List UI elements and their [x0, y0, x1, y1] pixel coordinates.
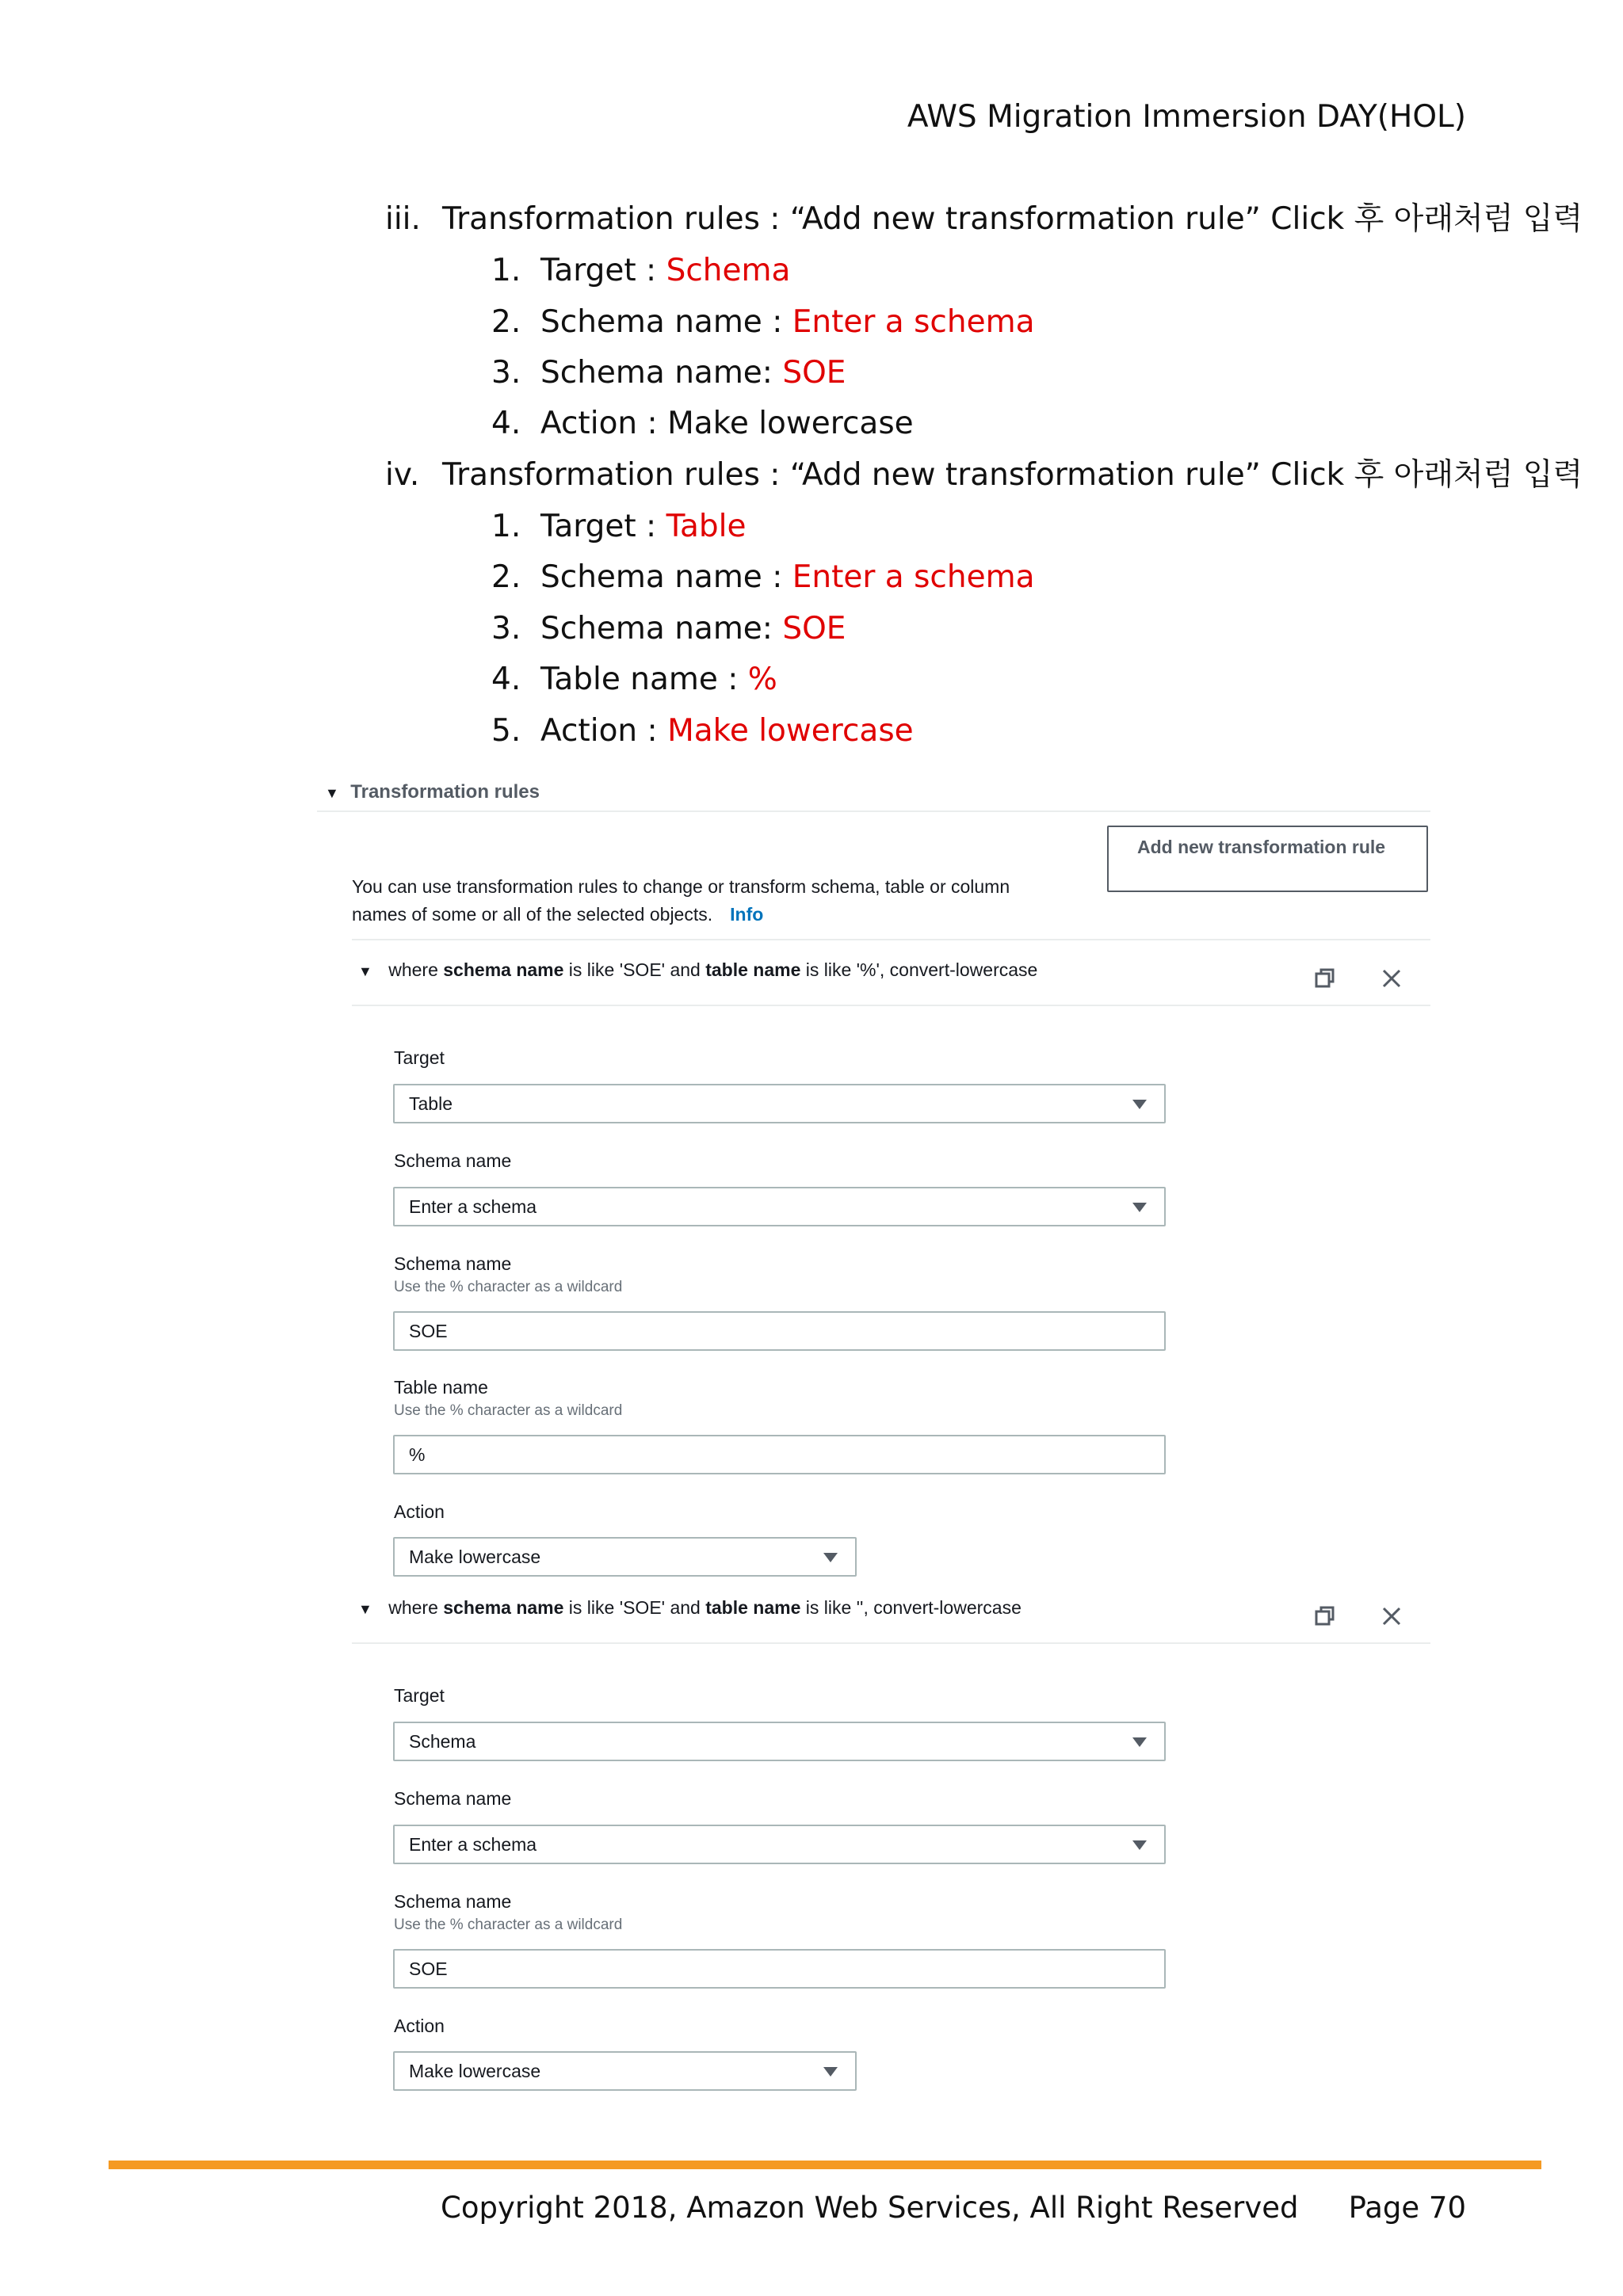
item-number: 4. — [491, 406, 521, 441]
target-label: Target — [394, 1047, 445, 1068]
step-iv — [385, 456, 1583, 495]
step-iv-item-3 — [491, 609, 846, 649]
item-number: 1. — [491, 253, 521, 288]
close-icon[interactable] — [1380, 1604, 1403, 1628]
caret-down-icon — [823, 2067, 838, 2077]
caret-down-icon — [1132, 1737, 1147, 1747]
step-iv-item-2 — [491, 558, 1034, 597]
description-line: You can use transformation rules to change or transform schema, table or column — [352, 876, 1010, 897]
step-iii — [385, 200, 1583, 239]
item-value: Enter a schema — [792, 304, 1035, 340]
item-label: Target : — [540, 253, 666, 288]
schema-name-label: Schema name — [394, 1788, 512, 1809]
target-value: Schema — [409, 1731, 476, 1752]
target-select[interactable] — [393, 1722, 1166, 1761]
schema-name-input[interactable]: SOE — [393, 1311, 1166, 1351]
action-label: Action — [394, 2016, 445, 2036]
target-label: Target — [394, 1685, 445, 1706]
caret-down-icon — [1132, 1840, 1147, 1850]
caret-down-icon — [823, 1553, 838, 1562]
caret-down-icon — [1132, 1100, 1147, 1109]
divider — [317, 810, 1430, 812]
schema-name-hint: Use the % character as a wildcard — [394, 1917, 623, 1933]
document-header-title: AWS Migration Immersion DAY(HOL) — [907, 99, 1466, 135]
schema-select-value: Enter a schema — [409, 1196, 537, 1217]
description-text: names of some or all of the selected objects. — [352, 904, 713, 925]
info-link[interactable]: Info — [730, 904, 764, 925]
copy-icon[interactable] — [1313, 1604, 1337, 1628]
description-line — [352, 901, 1097, 929]
item-number: 3. — [491, 611, 521, 646]
step-text: Transformation rules : “Add new transformation rule” Click 후 아래처럼 입력 — [442, 457, 1583, 493]
schema-name-select[interactable] — [393, 1187, 1166, 1226]
item-number: 5. — [491, 713, 521, 749]
item-label: Table name : — [540, 662, 748, 697]
item-value: Make lowercase — [667, 713, 914, 749]
item-number: 3. — [491, 355, 521, 391]
table-name-label: Table name — [394, 1377, 488, 1398]
item-value: Enter a schema — [792, 559, 1035, 595]
footer-copyright: Copyright 2018, Amazon Web Services, All Right Reserved — [441, 2191, 1299, 2225]
item-label: Schema name: — [540, 611, 783, 646]
table-name-hint: Use the % character as a wildcard — [394, 1402, 623, 1419]
schema-name-select[interactable] — [393, 1825, 1166, 1864]
item-label: Schema name: — [540, 355, 783, 391]
schema-name-label: Schema name — [394, 1150, 512, 1171]
action-select[interactable] — [393, 1537, 857, 1577]
section-header[interactable] — [325, 781, 642, 803]
divider — [352, 1005, 1430, 1006]
schema-name-input-label: Schema name — [394, 1253, 512, 1274]
step-marker: iv. — [385, 457, 420, 493]
step-iv-item-4 — [491, 660, 777, 700]
item-number: 2. — [491, 304, 521, 340]
add-new-transformation-rule-button[interactable]: Add new transformation rule — [1107, 826, 1428, 892]
transformation-rules-panel — [317, 772, 1434, 2103]
step-iii-item-1 — [491, 251, 790, 291]
close-icon[interactable] — [1380, 967, 1403, 990]
divider — [352, 939, 1430, 940]
item-number: 4. — [491, 662, 521, 697]
caret-down-icon[interactable]: ▼ — [358, 1601, 372, 1617]
schema-name-input[interactable]: SOE — [393, 1949, 1166, 1989]
schema-name-input-label: Schema name — [394, 1891, 512, 1912]
item-number: 2. — [491, 559, 521, 595]
copy-icon[interactable] — [1313, 967, 1337, 990]
divider — [352, 1642, 1430, 1644]
step-iii-item-3 — [491, 353, 846, 393]
item-number: 1. — [491, 509, 521, 544]
section-title: Transformation rules — [350, 781, 540, 803]
rule-1-summary: where schema name is like 'SOE' and table name is like '%', convert-lowercase — [388, 959, 1038, 980]
item-value: SOE — [782, 611, 846, 646]
section-description — [352, 873, 1097, 929]
rule-2-summary: where schema name is like 'SOE' and table name is like '', convert-lowercase — [388, 1597, 1022, 1618]
item-label: Schema name : — [540, 304, 792, 340]
action-label: Action — [394, 1501, 445, 1522]
step-text: Transformation rules : “Add new transformation rule” Click 후 아래처럼 입력 — [442, 201, 1583, 237]
action-select[interactable] — [393, 2051, 857, 2091]
table-name-input[interactable]: % — [393, 1435, 1166, 1474]
action-value: Make lowercase — [409, 1547, 541, 1567]
page-number: Page 70 — [1348, 2191, 1466, 2225]
step-iv-item-5 — [491, 711, 914, 751]
schema-select-value: Enter a schema — [409, 1834, 537, 1855]
item-value: % — [747, 662, 777, 697]
item-value: Table — [666, 509, 747, 544]
target-select[interactable] — [393, 1084, 1166, 1123]
step-iii-item-4 — [491, 404, 914, 444]
step-iv-item-1 — [491, 507, 746, 547]
caret-down-icon — [1132, 1203, 1147, 1212]
step-iii-item-2 — [491, 303, 1034, 342]
item-label: Schema name : — [540, 559, 792, 595]
caret-down-icon[interactable]: ▼ — [358, 963, 372, 979]
caret-down-icon[interactable]: ▼ — [325, 785, 339, 801]
item-value: SOE — [782, 355, 846, 391]
item-label: Action : Make lowercase — [540, 406, 914, 441]
rule-1-header[interactable] — [358, 959, 1037, 981]
step-marker: iii. — [385, 201, 421, 237]
item-value: Schema — [666, 253, 791, 288]
schema-name-hint: Use the % character as a wildcard — [394, 1279, 623, 1295]
item-label: Action : — [540, 713, 668, 749]
rule-2-header[interactable] — [358, 1597, 1022, 1619]
item-label: Target : — [540, 509, 666, 544]
footer-divider — [109, 2161, 1541, 2169]
target-value: Table — [409, 1093, 453, 1114]
action-value: Make lowercase — [409, 2061, 541, 2081]
